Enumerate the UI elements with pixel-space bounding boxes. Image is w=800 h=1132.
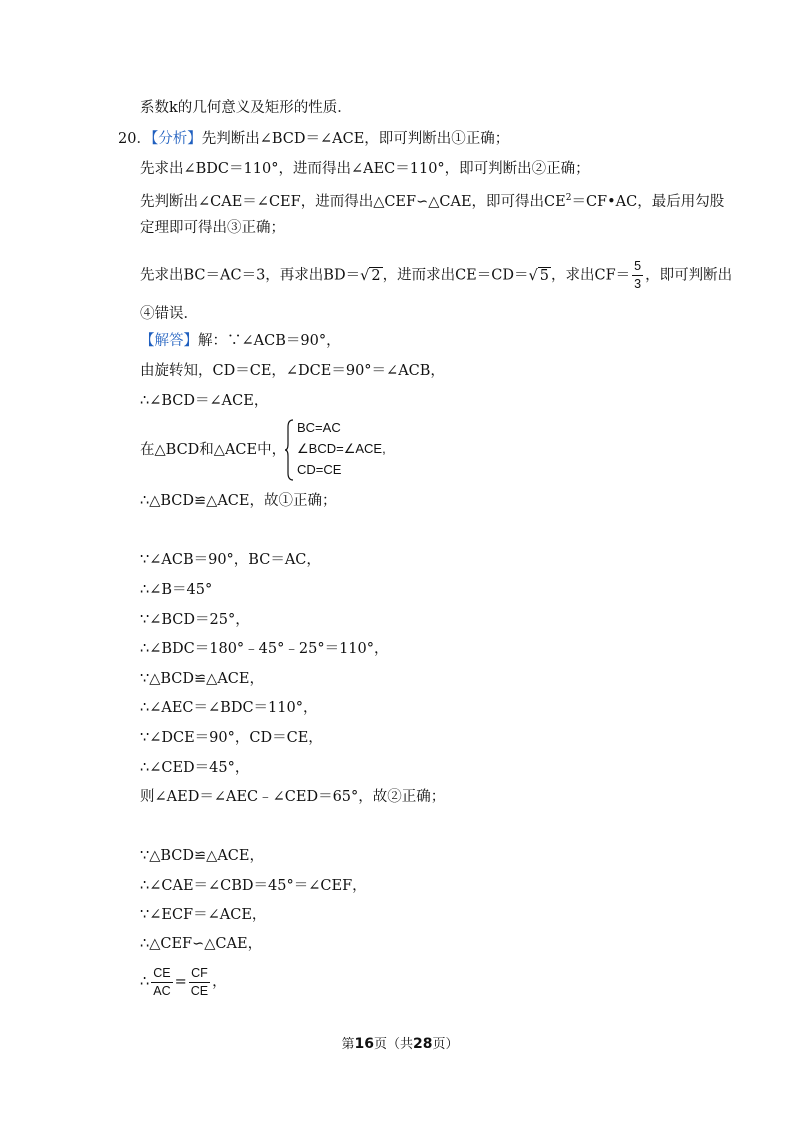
left-brace — [285, 419, 295, 481]
footer-text: 页（共 — [373, 1037, 413, 1052]
equation-system — [285, 419, 395, 481]
text-segment: ＝CF•AC，最后用勾股 — [571, 194, 725, 210]
text-segment: ，即可判断出 — [645, 267, 733, 284]
footer-text: 第 — [341, 1037, 355, 1052]
text-segment: 先判断出∠CAE＝∠CEF，进而得出△CEF∽△CAE，即可得出CE — [140, 194, 566, 210]
text-line: ∴∠AEC＝∠BDC＝110°， — [140, 700, 318, 716]
system-row-2: ∠BCD=∠ACE, — [297, 441, 386, 456]
fraction-ce-ac: $\frac{CE}{AC}$ — [153, 965, 171, 998]
text-segment: ，进而求出CE＝CD＝ — [382, 267, 529, 284]
text-line: ∴∠BDC＝180°﹣45°﹣25°＝110°， — [140, 641, 389, 657]
page-number: 16 — [354, 1036, 374, 1052]
text-line — [140, 188, 724, 212]
text-line: ∵△BCD≌△ACE， — [140, 671, 264, 687]
system-row-3: CD=CE — [297, 462, 342, 477]
solution-start — [140, 331, 341, 351]
sqrt-2: √ 2 — [360, 267, 381, 284]
text-line: 先求出∠BDC＝110°，进而得出∠AEC＝110°，即可判断出②正确； — [140, 161, 590, 177]
proportion-line — [140, 962, 227, 1002]
superscript: 2 — [565, 193, 572, 203]
text-line: ∵∠ECF＝∠ACE， — [140, 907, 267, 923]
text-line: ④错误． — [140, 306, 198, 322]
text-line — [140, 258, 732, 293]
text-line: ∵△BCD≌△ACE， — [140, 848, 264, 864]
page-footer — [0, 1033, 800, 1052]
text-line: ∴△CEF∽△CAE， — [140, 936, 263, 952]
text-line: ∵∠DCE＝90°，CD＝CE， — [140, 730, 323, 746]
total-pages: 28 — [413, 1036, 433, 1052]
sqrt-5: √ 5 — [528, 267, 549, 284]
fraction-cf-ce: $\frac{CF}{CE}$ — [190, 965, 209, 998]
text-line: 则∠AED＝∠AEC﹣∠CED＝65°，故②正确； — [140, 789, 446, 805]
text-line: ∵∠BCD＝25°， — [140, 612, 250, 628]
analysis-text: 先判断出∠BCD＝∠ACE，即可判断出①正确； — [201, 131, 510, 147]
text-line: 由旋转知，CD＝CE，∠DCE＝90°＝∠ACB， — [140, 363, 445, 379]
therefore-symbol: ∴ — [140, 974, 150, 990]
text-line: ∴∠BCD＝∠ACE， — [140, 393, 269, 409]
solution-text: 解：∵∠ACB＝90°， — [198, 333, 341, 349]
question-number: 20． — [118, 131, 151, 147]
text-segment: 先求出BC＝AC＝3，再求出BD＝ — [140, 267, 361, 284]
equals-sign: = — [174, 974, 187, 990]
footer-text: 页） — [432, 1037, 459, 1052]
text-segment: ，求出CF＝ — [550, 267, 631, 284]
text-line: ∴∠CAE＝∠CBD＝45°＝∠CEF， — [140, 878, 367, 894]
text-line: 在△BCD和△ACE中， — [140, 442, 287, 458]
text-line: 定理即可得出③正确； — [140, 220, 285, 236]
system-row-1: BC=AC — [297, 420, 341, 435]
text-line: ∵∠ACB＝90°，BC＝AC， — [140, 552, 321, 568]
text-segment: ， — [212, 974, 227, 990]
analysis-tag: 【分析】 — [150, 131, 202, 147]
text-line: 系数k的几何意义及矩形的性质． — [140, 100, 352, 116]
text-line: ∴∠B＝45° — [140, 582, 213, 598]
solution-tag: 【解答】 — [140, 333, 198, 349]
text-line: ∴∠CED＝45°， — [140, 760, 250, 776]
question-20-analysis — [118, 129, 509, 149]
text-line: ∴△BCD≌△ACE，故①正确； — [140, 493, 337, 509]
fraction-5-3: $\frac{5}{3}$ — [634, 259, 642, 291]
